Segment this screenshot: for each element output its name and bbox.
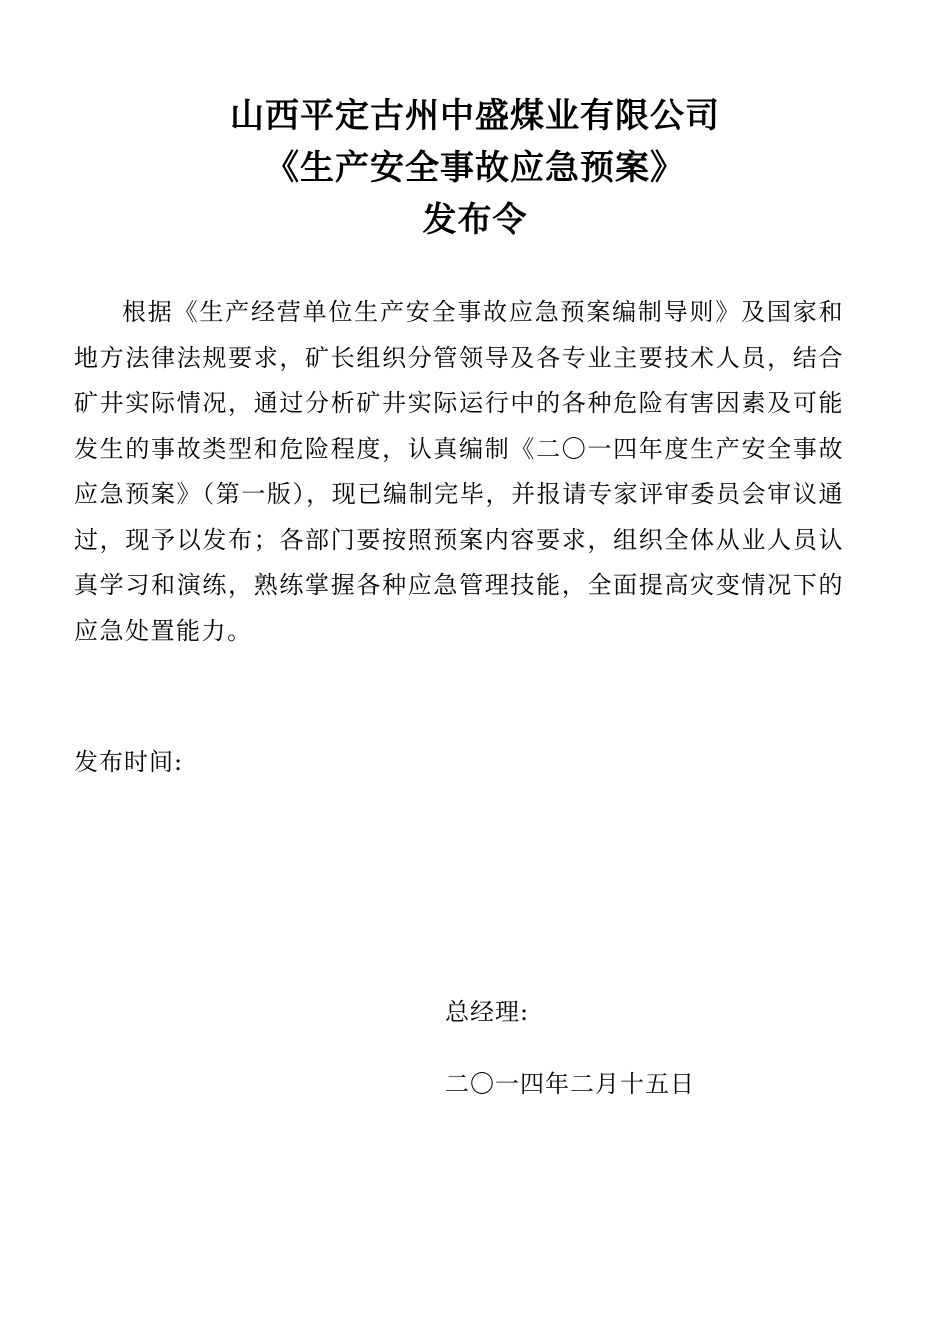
- company-name-title: 山西平定古州中盛煤业有限公司: [230, 96, 720, 136]
- plan-name-title: 《生产安全事故应急预案》: [265, 148, 685, 188]
- document-title: [0, 90, 950, 246]
- release-order-title: 发布令: [422, 200, 528, 240]
- general-manager-label: 总经理:: [445, 998, 530, 1026]
- document-date: 二〇一四年二月十五日: [445, 1070, 695, 1098]
- release-time-label: 发布时间:: [74, 748, 184, 776]
- body-paragraph: 根据《生产经营单位生产安全事故应急预案编制导则》及国家和地方法律法规要求，矿长组织分管领导及各专业主要技术人员，结合矿井实际情况，通过分析矿井实际运行中的各种危险有害因素及可能发生的事故类型和危险程度，认真编制《二〇一四年度生产安全事故应急预案》（第一版），现已编制完毕，并报请专家评审委员会审议通过，现予以发布；各部门要按照预案内容要求，组织全体从业人员认真学习和演练，熟练掌握各种应急管理技能，全面提高灾变情况下的应急处置能力。: [74, 298, 844, 645]
